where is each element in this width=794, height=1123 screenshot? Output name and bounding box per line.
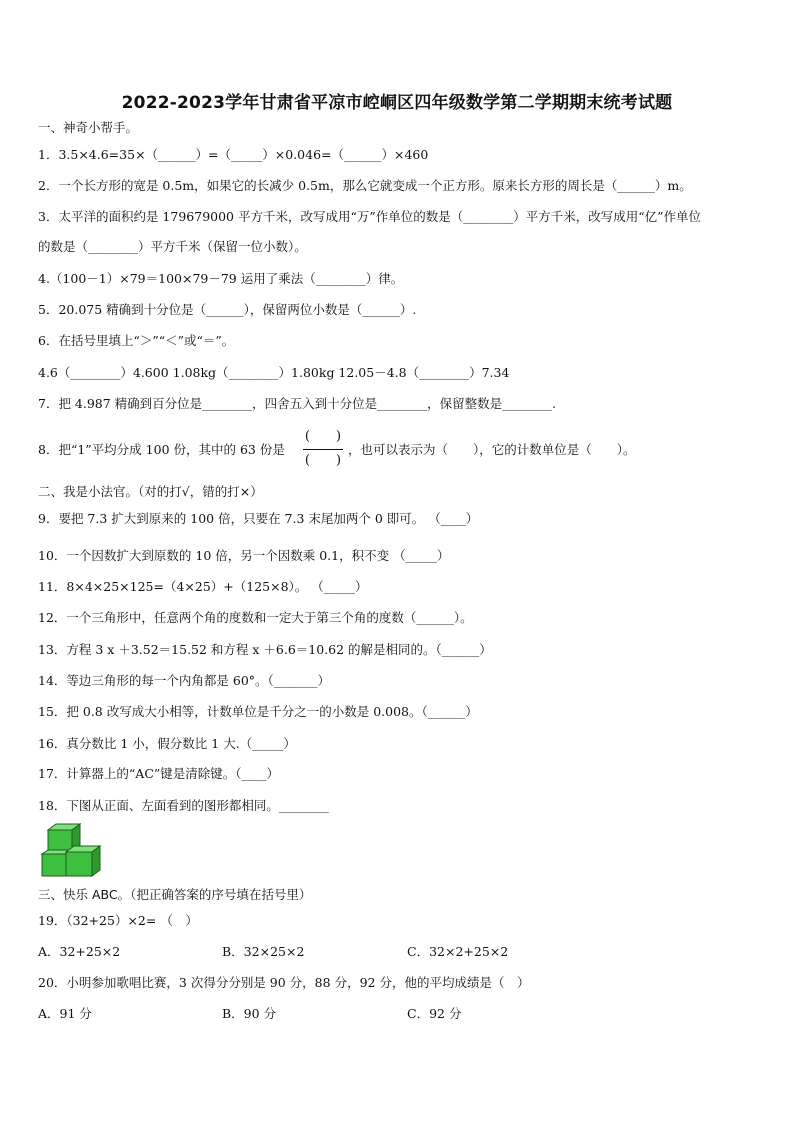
fraction-numerator-blank: ( ) [304,429,342,444]
question-8-fraction [301,428,345,472]
cube-front-face [66,852,92,876]
question-12: 12．一个三角形中，任意两个角的度数和一定大于第三个角的度数（______）。 [38,610,473,625]
fraction-bar [303,449,343,450]
question-2: 2．一个长方形的宽是 0.5m，如果它的长减少 0.5m，那么它就变成一个正方形。原来长方形的周长是（______）m。 [38,178,692,193]
question-1: 1．3.5×4.6=35×（______）=（_____）×0.046=（______）×460 [38,147,429,162]
question-17: 17．计算器上的“AC”键是清除键。（____） [38,766,280,781]
question-13: 13．方程 3 x ＋3.52＝15.52 和方程 x ＋6.6＝10.62 的解是相同的。（______） [38,642,492,657]
section-1-heading: 一、神奇小帮手。 [38,120,139,135]
question-19-option-a: A．32+25×2 [38,944,121,959]
question-20-option-c: C．92 分 [407,1006,462,1021]
cube-front-face [48,830,72,852]
question-3-line-1: 3．太平洋的面积约是 179679000 平方千米，改写成用“万”作单位的数是（________）平方千米，改写成用“亿”作单位 [38,209,702,224]
question-15: 15．把 0.8 改写成大小相等，计数单位是千分之一的小数是 0.008。（______） [38,704,478,719]
cube-front-face [42,854,66,876]
question-4: 4.（100－1）×79＝100×79－79 运用了乘法（________）律。 [38,271,404,286]
question-19-option-c: C．32×2+25×2 [407,944,509,959]
question-9: 9．要把 7.3 扩大到原来的 100 倍，只要在 7.3 末尾加两个 0 即可。 （____） [38,511,479,526]
question-6-comparisons: 4.6（________）4.600 1.08kg（________）1.80kg 12.05－4.8（________）7.34 [38,365,510,380]
question-10: 10．一个因数扩大到原数的 10 倍，另一个因数乘 0.1，积不变 （_____） [38,548,450,563]
cube-stack-figure [38,822,108,878]
question-6: 6．在括号里填上“＞”“＜”或“＝”。 [38,333,235,348]
question-19-option-b: B．32×25×2 [222,944,305,959]
question-8-part-2: ，也可以表示为（ ），它的计数单位是（ ）。 [348,442,636,457]
question-7: 7．把 4.987 精确到百分位是________，四舍五入到十分位是________，保留整数是________. [38,396,557,411]
question-20: 20．小明参加歌唱比赛，3 次得分分别是 90 分，88 分，92 分，他的平均成绩是（ ） [38,975,530,990]
question-14: 14．等边三角形的每一个内角都是 60°。（_______） [38,673,331,688]
question-18: 18．下图从正面、左面看到的图形都相同。________ [38,798,329,813]
question-11: 11．8×4×25×125=（4×25）+（125×8）。 （_____） [38,579,368,594]
question-8-part-1: 8．把“1”平均分成 100 份，其中的 63 份是 [38,442,285,457]
section-3-heading: 三、快乐 ABC。（把正确答案的序号填在括号里） [38,887,312,902]
page-title: 2022-2023学年甘肃省平凉市崆峒区四年级数学第二学期期末统考试题 [121,93,673,113]
question-20-option-b: B．90 分 [222,1006,277,1021]
question-5: 5．20.075 精确到十分位是（______），保留两位小数是（______）. [38,302,417,317]
question-3-line-2: 的数是（________）平方千米（保留一位小数）。 [38,239,307,254]
question-16: 16．真分数比 1 小，假分数比 1 大.（_____） [38,736,296,751]
fraction-denominator-blank: ( ) [304,453,342,468]
question-19: 19．（32+25）×2= （ ） [38,913,198,928]
cube-side-face [92,846,100,876]
question-20-option-a: A．91 分 [38,1006,92,1021]
section-2-heading: 二、我是小法官。（对的打√，错的打×） [38,484,263,499]
